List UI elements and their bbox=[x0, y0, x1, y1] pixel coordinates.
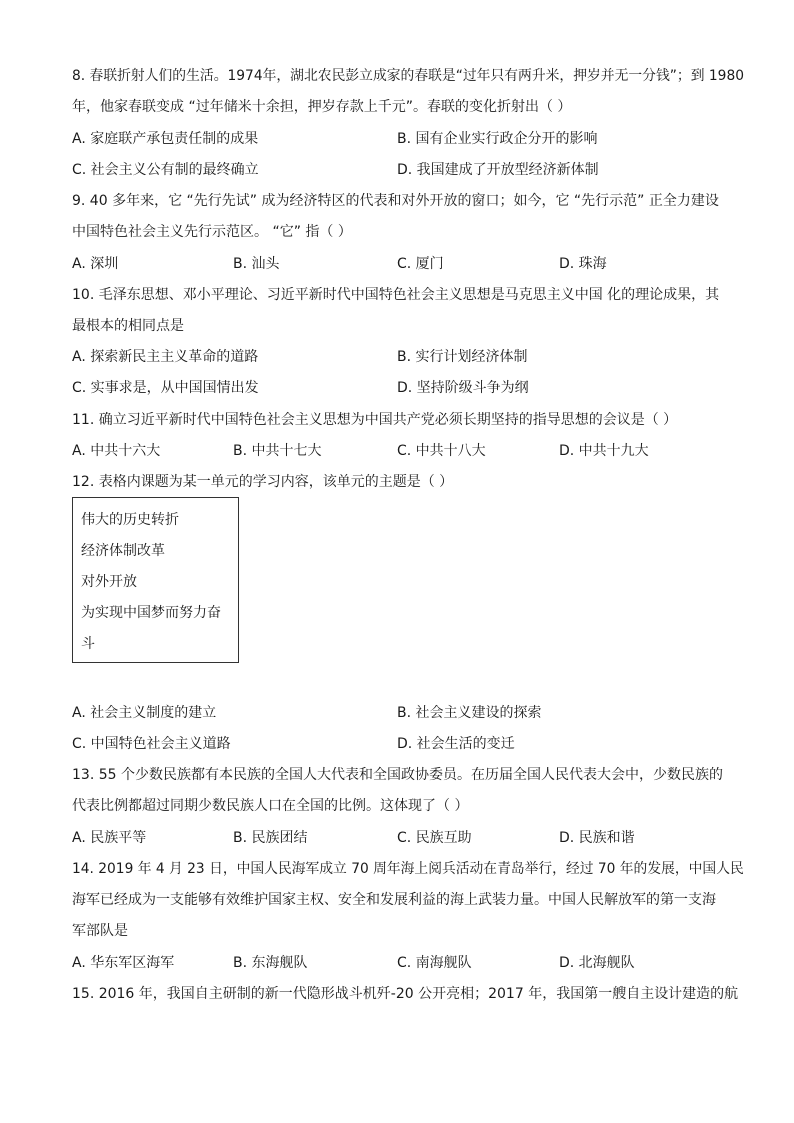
q12-option-b: B. 社会主义建设的探索 bbox=[397, 705, 542, 721]
q11-option-d: D. 中共十九大 bbox=[559, 443, 649, 459]
q12-topic-1: 伟大的历史转折 bbox=[81, 512, 179, 528]
q9-option-b: B. 汕头 bbox=[233, 256, 280, 272]
q12-option-c: C. 中国特色社会主义道路 bbox=[72, 736, 231, 752]
q10-option-c: C. 实事求是，从中国国情出发 bbox=[72, 380, 259, 396]
q8-option-d: D. 我国建成了开放型经济新体制 bbox=[397, 162, 599, 178]
q10-option-b: B. 实行计划经济体制 bbox=[397, 349, 528, 365]
q9-stem-line2: 中国特色社会主义先行示范区。 “它” 指（ ） bbox=[72, 224, 352, 240]
q14-option-a: A. 华东军区海军 bbox=[72, 955, 175, 971]
q8-option-c: C. 社会主义公有制的最终确立 bbox=[72, 162, 259, 178]
q13-option-c: C. 民族互助 bbox=[397, 830, 472, 846]
q14-option-c: C. 南海舰队 bbox=[397, 955, 472, 971]
q12-topic-5: 斗 bbox=[81, 636, 95, 652]
q12-topic-box bbox=[72, 497, 239, 663]
q14-stem-line3: 军部队是 bbox=[72, 923, 128, 939]
q8-option-a: A. 家庭联产承包责任制的成果 bbox=[72, 131, 259, 147]
q9-option-c: C. 厦门 bbox=[397, 256, 444, 272]
q12-topic-4: 为实现中国梦而努力奋 bbox=[81, 605, 221, 621]
q9-option-d: D. 珠海 bbox=[559, 256, 607, 272]
q10-stem-line1: 10. 毛泽东思想、邓小平理论、习近平新时代中国特色社会主义思想是马克思主义中国 化的理论成果，其 bbox=[72, 287, 720, 303]
q14-option-b: B. 东海舰队 bbox=[233, 955, 308, 971]
q15-stem-line1: 15. 2016 年，我国自主研制的新一代隐形战斗机歼-20 公开亮相；2017 年，我国第一艘自主设计建造的航 bbox=[72, 986, 739, 1002]
q14-option-d: D. 北海舰队 bbox=[559, 955, 635, 971]
q9-stem-line1: 9. 40 多年来，它 “先行先试” 成为经济特区的代表和对外开放的窗口；如今，它 “先行示范” 正全力建设 bbox=[72, 193, 719, 209]
q13-option-b: B. 民族团结 bbox=[233, 830, 308, 846]
q11-option-c: C. 中共十八大 bbox=[397, 443, 486, 459]
q12-stem-line1: 12. 表格内课题为某一单元的学习内容，该单元的主题是（ ） bbox=[72, 474, 454, 490]
q10-option-d: D. 坚持阶级斗争为纲 bbox=[397, 380, 529, 396]
q11-option-a: A. 中共十六大 bbox=[72, 443, 161, 459]
q8-option-b: B. 国有企业实行政企分开的影响 bbox=[397, 131, 598, 147]
q14-stem-line1: 14. 2019 年 4 月 23 日，中国人民海军成立 70 周年海上阅兵活动在青岛举行，经过 70 年的发展，中国人民 bbox=[72, 861, 744, 877]
q12-topic-3: 对外开放 bbox=[81, 574, 137, 590]
q10-option-a: A. 探索新民主主义革命的道路 bbox=[72, 349, 259, 365]
q13-option-a: A. 民族平等 bbox=[72, 830, 147, 846]
q12-topic-2: 经济体制改革 bbox=[81, 543, 165, 559]
q12-option-a: A. 社会主义制度的建立 bbox=[72, 705, 217, 721]
q8-stem-line2: 年，他家春联变成 “过年储米十余担，押岁存款上千元”。春联的变化折射出（ ） bbox=[72, 99, 572, 115]
q11-option-b: B. 中共十七大 bbox=[233, 443, 322, 459]
q10-stem-line2: 最根本的相同点是 bbox=[72, 318, 184, 334]
q12-option-d: D. 社会生活的变迁 bbox=[397, 736, 515, 752]
q9-option-a: A. 深圳 bbox=[72, 256, 119, 272]
q13-option-d: D. 民族和谐 bbox=[559, 830, 635, 846]
q13-stem-line1: 13. 55 个少数民族都有本民族的全国人大代表和全国政协委员。在历届全国人民代表大会中，少数民族的 bbox=[72, 767, 723, 783]
q13-stem-line2: 代表比例都超过同期少数民族人口在全国的比例。这体现了（ ） bbox=[72, 798, 469, 814]
q14-stem-line2: 海军已经成为一支能够有效维护国家主权、安全和发展利益的海上武装力量。中国人民解放军的第一支海 bbox=[72, 892, 716, 908]
q8-stem-line1: 8. 春联折射人们的生活。1974年，湖北农民彭立成家的春联是“过年只有两升米，押岁并无一分钱”；到 1980 bbox=[72, 68, 745, 84]
q11-stem-line1: 11. 确立习近平新时代中国特色社会主义思想为中国共产党必须长期坚持的指导思想的会议是（ ） bbox=[72, 412, 678, 428]
